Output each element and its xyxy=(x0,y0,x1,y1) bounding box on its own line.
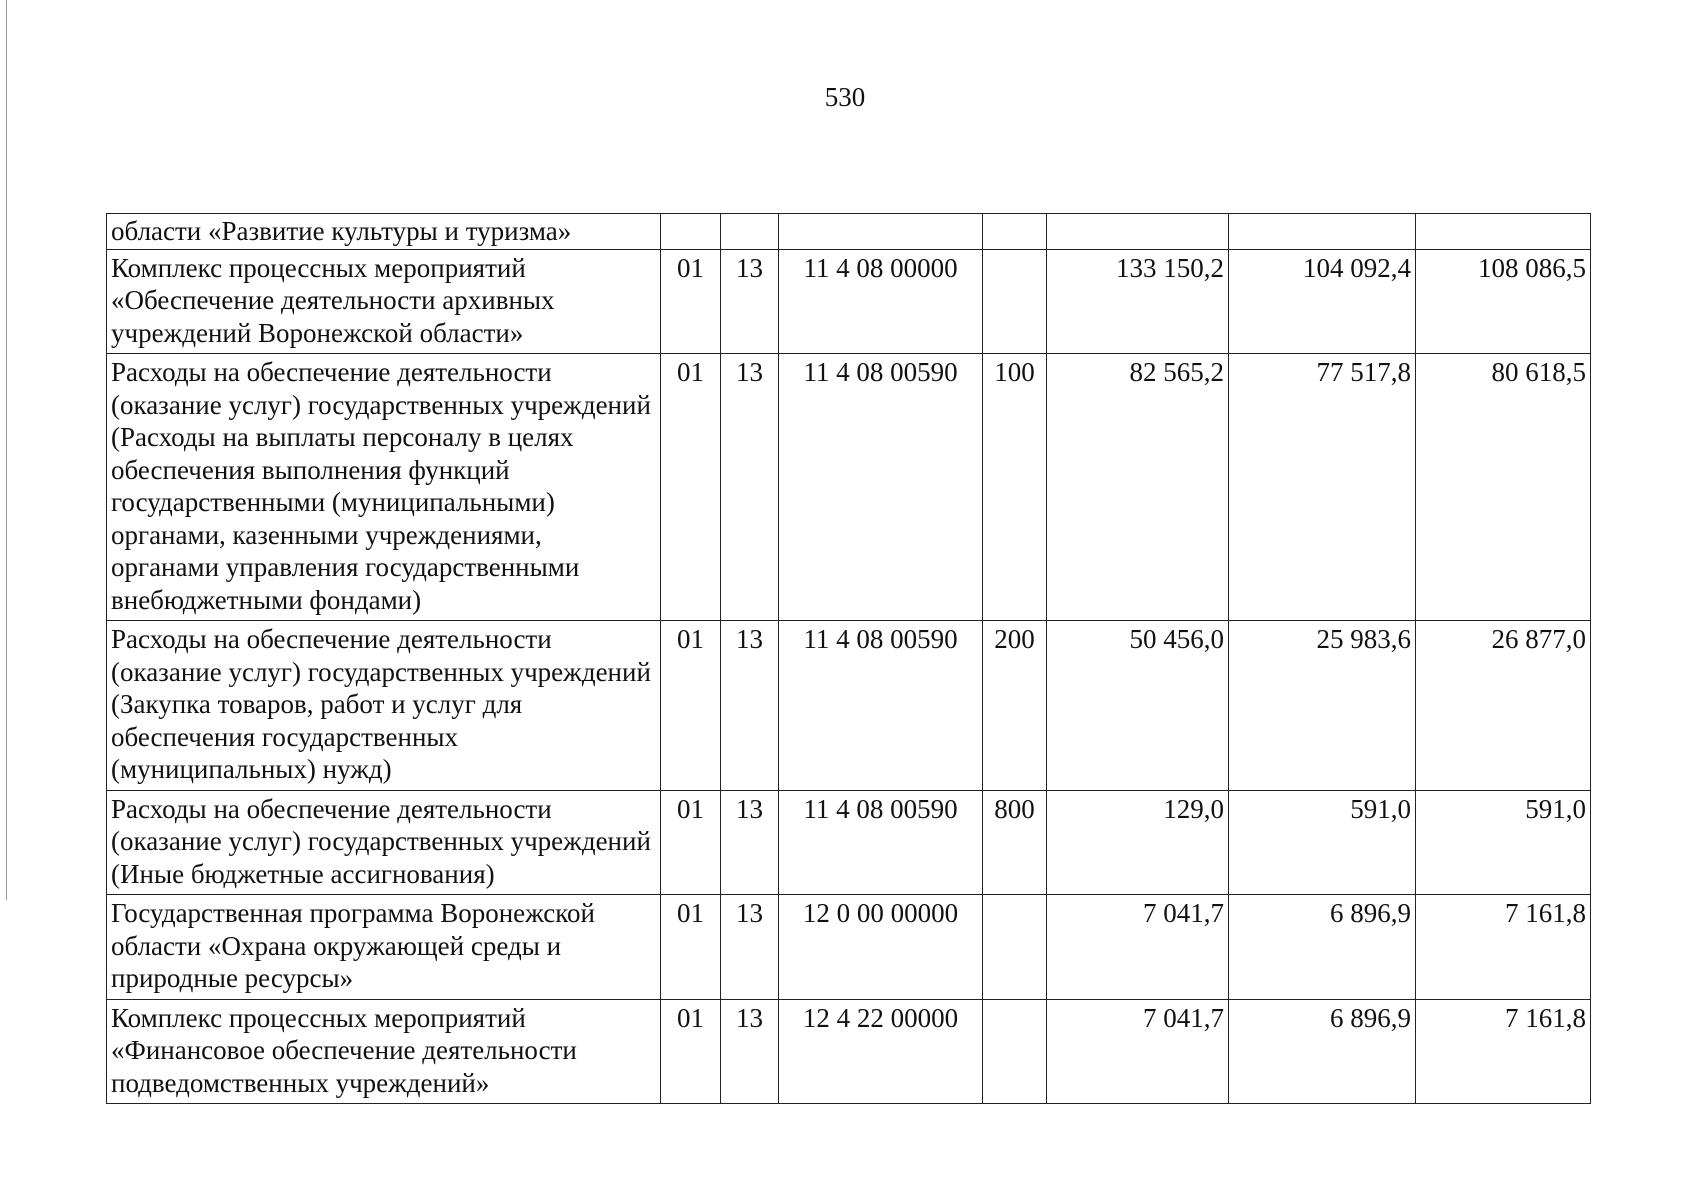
table-row xyxy=(107,790,1591,895)
row-amount-year2: 6 896,9 xyxy=(1229,895,1416,1000)
row-name: Расходы на обеспечение деятельности (оказание услуг) государственных учреждений (Закупка товаров, работ и услуг для обеспечения государственных (муниципальных) нужд) xyxy=(107,621,661,791)
row-name: Комплекс процессных мероприятий «Обеспечение деятельности архивных учреждений Воронежской области» xyxy=(107,249,661,354)
table-row xyxy=(107,354,1591,621)
page-number: 530 xyxy=(824,82,866,112)
row-name: Расходы на обеспечение деятельности (оказание услуг) государственных учреждений (Расходы на выплаты персоналу в целях обеспечения выполнения функций государственными (муниципальными) органами, казенными учреждениями, органами управления государственными внебюджетными фондами) xyxy=(107,354,661,621)
row-amount-year1: 7 041,7 xyxy=(1047,895,1229,1000)
row-expense-type xyxy=(983,999,1047,1104)
row-subsection: 13 xyxy=(721,621,779,791)
row-section: 01 xyxy=(661,249,721,354)
table-row xyxy=(107,999,1591,1104)
row-expense-type: 100 xyxy=(983,354,1047,621)
row-amount-year3 xyxy=(1416,214,1591,250)
row-target-code: 11 4 08 00590 xyxy=(779,621,983,791)
row-target-code: 12 0 00 00000 xyxy=(779,895,983,1000)
row-amount-year3: 591,0 xyxy=(1416,790,1591,895)
row-target-code: 11 4 08 00590 xyxy=(779,790,983,895)
row-amount-year3: 26 877,0 xyxy=(1416,621,1591,791)
row-subsection: 13 xyxy=(721,354,779,621)
row-target-code: 11 4 08 00590 xyxy=(779,354,983,621)
row-amount-year3: 108 086,5 xyxy=(1416,249,1591,354)
row-subsection xyxy=(721,214,779,250)
row-amount-year1: 50 456,0 xyxy=(1047,621,1229,791)
row-name: Государственная программа Воронежской области «Охрана окружающей среды и природные ресурсы» xyxy=(107,895,661,1000)
row-amount-year2: 6 896,9 xyxy=(1229,999,1416,1104)
row-expense-type: 800 xyxy=(983,790,1047,895)
row-subsection: 13 xyxy=(721,790,779,895)
row-target-code: 11 4 08 00000 xyxy=(779,249,983,354)
row-amount-year1 xyxy=(1047,214,1229,250)
row-amount-year3: 7 161,8 xyxy=(1416,895,1591,1000)
row-amount-year3: 7 161,8 xyxy=(1416,999,1591,1104)
row-section: 01 xyxy=(661,999,721,1104)
row-amount-year2: 25 983,6 xyxy=(1229,621,1416,791)
row-amount-year2: 77 517,8 xyxy=(1229,354,1416,621)
row-section xyxy=(661,214,721,250)
row-expense-type xyxy=(983,895,1047,1000)
row-expense-type xyxy=(983,214,1047,250)
table-row xyxy=(107,214,1591,250)
row-expense-type xyxy=(983,249,1047,354)
table-row xyxy=(107,249,1591,354)
row-amount-year2: 591,0 xyxy=(1229,790,1416,895)
row-subsection: 13 xyxy=(721,249,779,354)
budget-table xyxy=(106,213,1591,1104)
row-name: Комплекс процессных мероприятий «Финансовое обеспечение деятельности подведомственных учреждений» xyxy=(107,999,661,1104)
row-amount-year1: 129,0 xyxy=(1047,790,1229,895)
row-amount-year1: 82 565,2 xyxy=(1047,354,1229,621)
row-name: области «Развитие культуры и туризма» xyxy=(107,214,661,250)
row-amount-year2 xyxy=(1229,214,1416,250)
table-row xyxy=(107,621,1591,791)
row-section: 01 xyxy=(661,895,721,1000)
row-section: 01 xyxy=(661,354,721,621)
row-name: Расходы на обеспечение деятельности (оказание услуг) государственных учреждений (Иные бюджетные ассигнования) xyxy=(107,790,661,895)
row-section: 01 xyxy=(661,621,721,791)
row-section: 01 xyxy=(661,790,721,895)
table-row xyxy=(107,895,1591,1000)
row-target-code xyxy=(779,214,983,250)
row-amount-year3: 80 618,5 xyxy=(1416,354,1591,621)
row-amount-year1: 7 041,7 xyxy=(1047,999,1229,1104)
row-target-code: 12 4 22 00000 xyxy=(779,999,983,1104)
row-amount-year1: 133 150,2 xyxy=(1047,249,1229,354)
row-amount-year2: 104 092,4 xyxy=(1229,249,1416,354)
row-subsection: 13 xyxy=(721,895,779,1000)
row-subsection: 13 xyxy=(721,999,779,1104)
row-expense-type: 200 xyxy=(983,621,1047,791)
scan-edge-line xyxy=(6,0,7,900)
